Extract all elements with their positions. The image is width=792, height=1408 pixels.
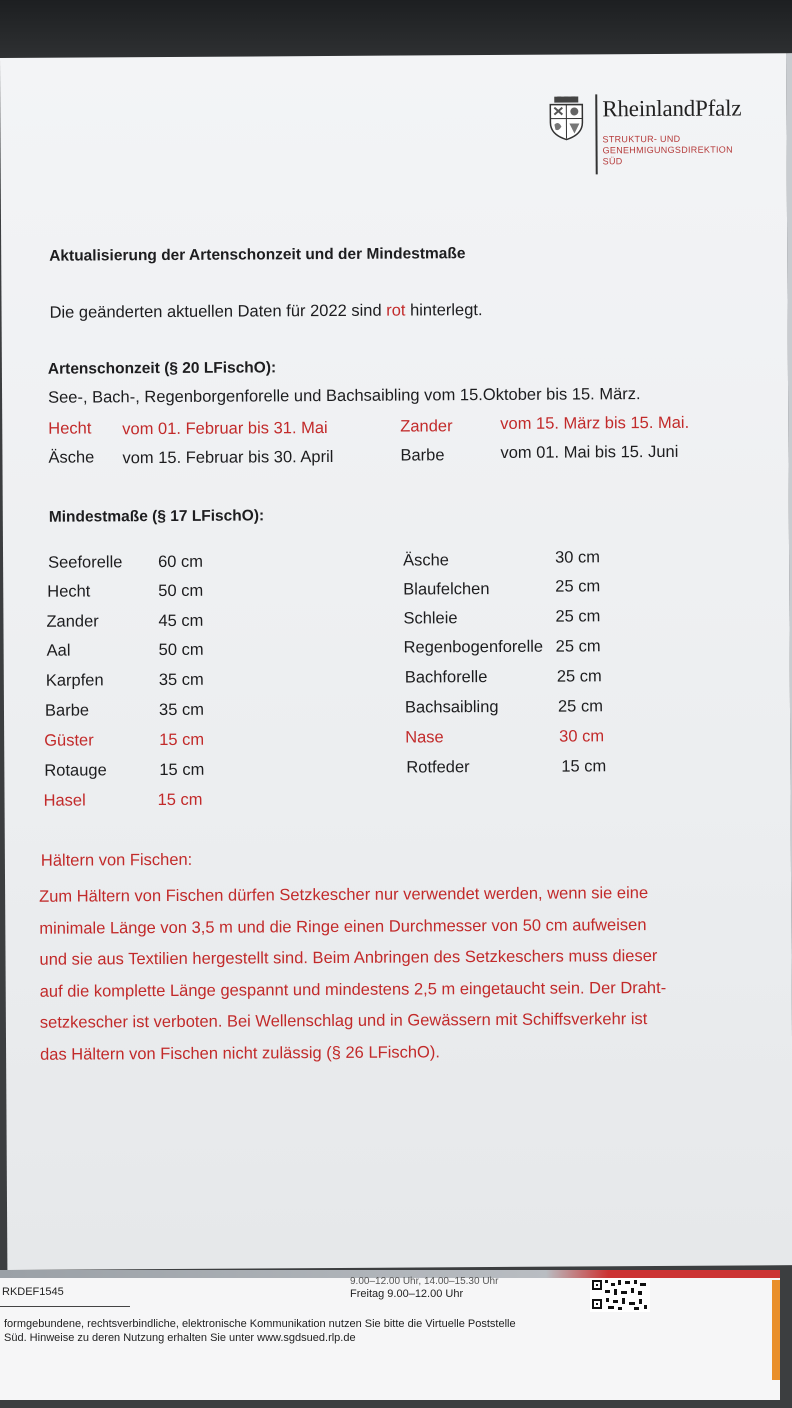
size-value: 25 cm [555, 607, 601, 626]
document-title: Aktualisierung der Artenschonzeit und der Mindestmaße [49, 245, 466, 265]
size-value: 30 cm [559, 727, 605, 746]
size-fish: Hasel [43, 791, 86, 810]
size-value: 35 cm [158, 700, 204, 720]
size-fish: Zander [46, 612, 99, 631]
schonzeit-period: vom 01. Mai bis 15. Juni [500, 442, 679, 462]
size-value: 15 cm [159, 760, 205, 780]
size-fish: Schleie [403, 609, 458, 628]
schonzeit-period: vom 01. Februar bis 31. Mai [122, 419, 328, 439]
size-fish: Rotfeder [406, 758, 470, 777]
schonzeit-heading: Artenschonzeit (§ 20 LFischO): [47, 359, 277, 378]
size-fish: Bachsaibling [404, 697, 499, 717]
size-fish: Rotauge [44, 761, 107, 780]
schonzeit-period: vom 15. Februar bis 30. April [122, 447, 334, 468]
size-value: 25 cm [556, 667, 602, 686]
size-value: 15 cm [157, 790, 203, 810]
intro-red-word: rot [386, 301, 406, 320]
size-value: 50 cm [158, 581, 204, 601]
rlp-logo [548, 93, 759, 184]
size-value: 30 cm [555, 548, 601, 567]
background-top [0, 0, 792, 60]
schonzeit-fish: Barbe [400, 446, 445, 465]
size-fish: Bachforelle [404, 668, 488, 687]
logo-divider [595, 94, 597, 174]
size-fish: Karpfen [45, 671, 104, 690]
schonzeit-fish: Zander [400, 417, 453, 436]
haeltern-paragraph: Zum Hältern von Fischen dürfen Setzkescher nur verwendet werden, wenn sie eine minimale Länge von 3,5 m und die Ringe einen Durchmesser von 50 cm aufweisen und sie aus Textilien hergestellt sind. Beim Anbringen des Setzkeschers muss dieser auf die komplette Länge gespannt und mindestens 2,5 m eingetaucht sein. Der Draht- setzkescher ist verboten. Bei Wellenschlag und in Gewässern mit Schiffsverkehr ist das Hältern von Fischen nicht zulässig (§ 26 LFischO). [39, 884, 667, 1064]
size-value: 50 cm [158, 640, 204, 660]
coat-of-arms-icon [548, 96, 584, 140]
document-sheet [0, 53, 792, 1270]
size-fish: Äsche [403, 551, 449, 570]
office-hours: 9.00–12.00 Uhr, 14.00–15.30 Uhr [350, 1276, 499, 1287]
size-fish: Regenbogenforelle [403, 637, 544, 657]
schonzeit-general: See-, Bach-, Regenborgenforelle und Bachsaibling vom 15.Oktober bis 15. März. [48, 385, 641, 407]
size-value: 25 cm [555, 577, 601, 596]
size-value: 15 cm [561, 757, 607, 776]
size-value: 25 cm [555, 637, 601, 656]
size-value: 25 cm [557, 697, 603, 716]
mindestmasse-heading: Mindestmaße (§ 17 LFischO): [48, 507, 265, 526]
footer-notice: formgebundene, rechtsverbindliche, elektronische Kommunikation nutzen Sie bitte die Virtuelle Poststelle [4, 1318, 516, 1330]
size-fish: Blaufelchen [403, 580, 490, 599]
size-fish: Hecht [47, 582, 91, 601]
size-value: 35 cm [158, 670, 204, 690]
footer-notice: Süd. Hinweise zu deren Nutzung erhalten Sie unter www.sgdsued.rlp.de [4, 1332, 356, 1344]
brand-name: RheinlandPfalz [602, 95, 742, 122]
footer-rule [0, 1306, 130, 1307]
bic-code: RKDEF1545 [2, 1286, 64, 1298]
size-value: 45 cm [158, 611, 204, 631]
size-fish: Seeforelle [48, 553, 123, 572]
size-fish: Aal [46, 641, 71, 660]
schonzeit-fish: Hecht [48, 419, 92, 438]
qr-code-icon [590, 1278, 650, 1312]
size-fish: Güster [44, 731, 94, 750]
schonzeit-fish: Äsche [48, 448, 95, 467]
footer-accent [772, 1280, 780, 1380]
size-value: 60 cm [158, 552, 204, 572]
department-name: STRUKTUR- UND GENEHMIGUNGSDIREKTION SÜD [602, 133, 733, 167]
intro-text: Die geänderten aktuellen Daten für 2022 sind rot hinterlegt. [49, 301, 483, 322]
letterhead-footer [0, 1270, 780, 1400]
size-value: 15 cm [159, 730, 205, 750]
size-fish: Nase [405, 728, 444, 747]
office-hours-friday: Freitag 9.00–12.00 Uhr [350, 1288, 464, 1300]
size-fish: Barbe [44, 701, 90, 720]
haeltern-heading: Hältern von Fischen: [40, 850, 193, 870]
schonzeit-period: vom 15. März bis 15. Mai. [500, 413, 690, 433]
